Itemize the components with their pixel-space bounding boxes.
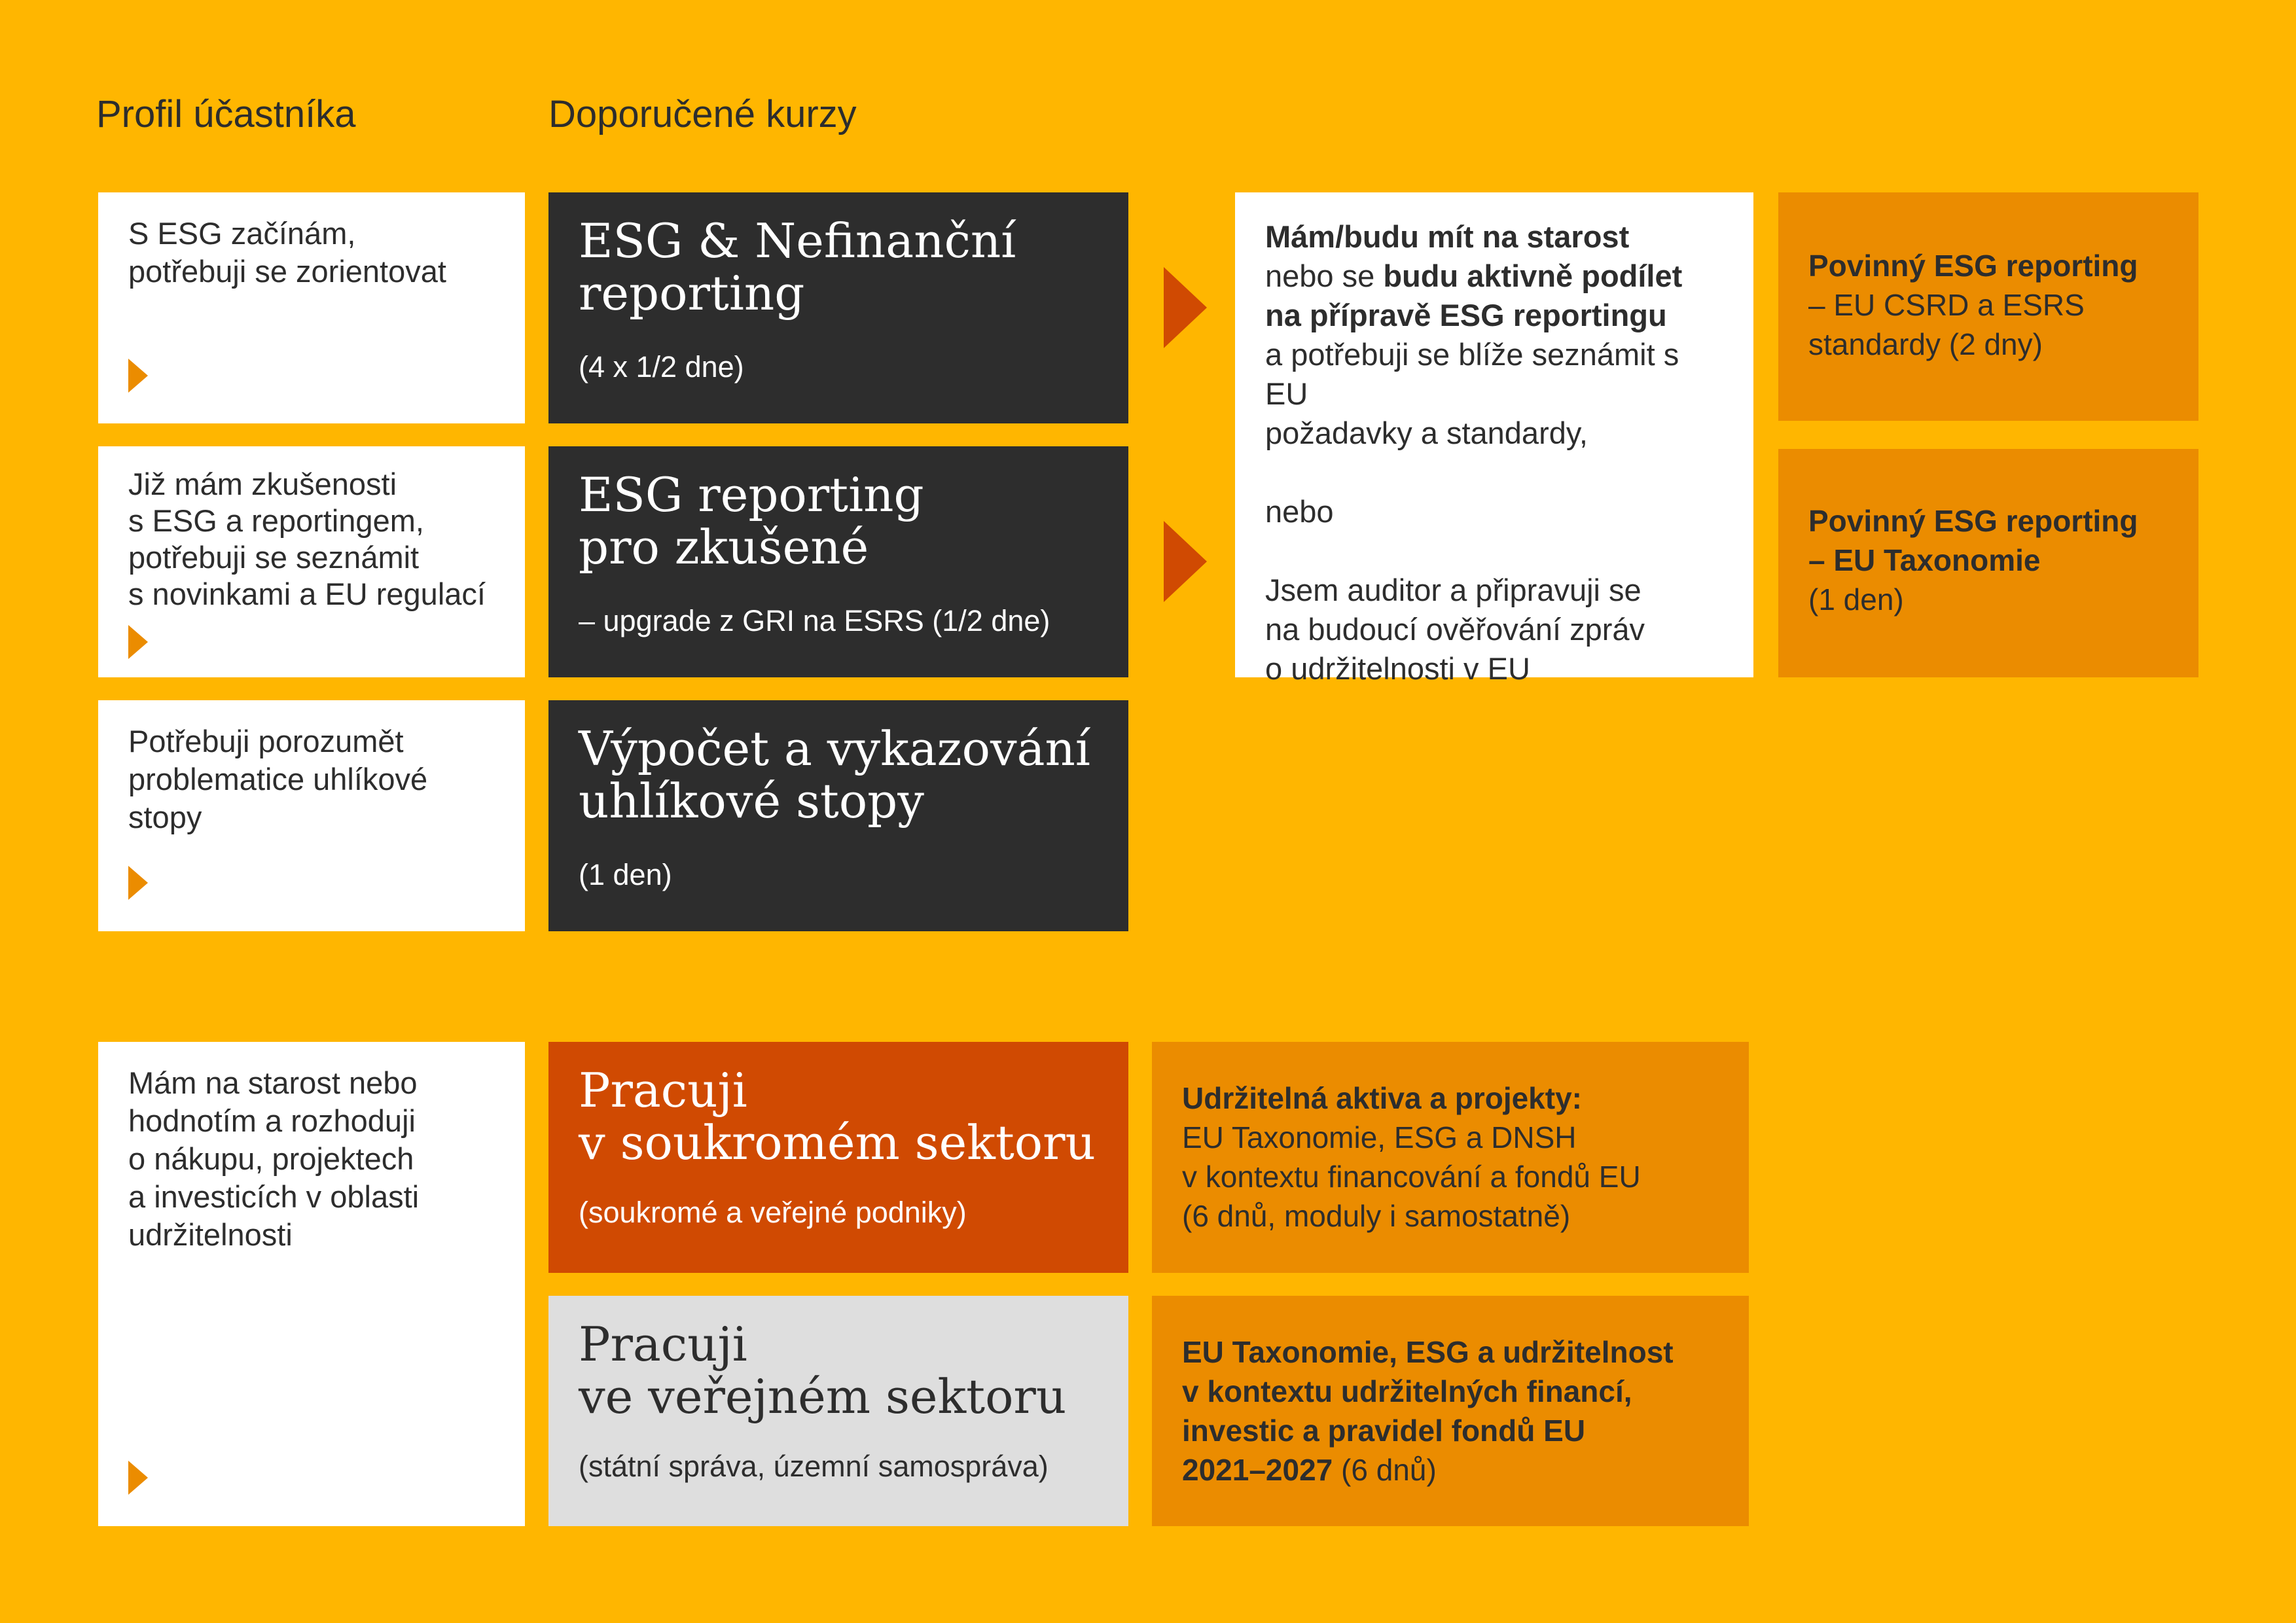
outcome-title-2: – EU Taxonomie	[1808, 543, 2041, 577]
profile-text: S ESG začínám, potřebuji se zorientovat	[128, 216, 446, 289]
profile-text: Mám na starost nebo hodnotím a rozhoduji o nákupu, projektech a investicích v oblasti udržitelnosti	[128, 1065, 420, 1252]
outcome-line: (1 den)	[1808, 582, 1904, 616]
course-title: Pracuji ve veřejném sektoru	[579, 1317, 1067, 1424]
course-title: ESG & Nefinanční reporting	[579, 213, 1016, 321]
middle-line-8: na budoucí ověřování zpráv	[1265, 612, 1645, 647]
outcome-title: Povinný ESG reporting	[1808, 249, 2138, 283]
outcome-duration: (6 dnů)	[1333, 1453, 1437, 1487]
course-title: Pracuji v soukromém sektoru	[579, 1063, 1096, 1170]
course-esg-nonfinancial-reporting[interactable]	[548, 192, 1128, 423]
outcome-title-3: investic a pravidel fondů EU	[1182, 1414, 1586, 1448]
arrow-right-icon	[1164, 521, 1207, 602]
outcome-title: EU Taxonomie, ESG a udržitelnost	[1182, 1335, 1674, 1369]
middle-line-1: Mám/budu mít na starost	[1265, 219, 1630, 254]
profile-text: Potřebuji porozumět problematice uhlíkové stopy	[128, 724, 428, 834]
arrow-right-icon	[128, 1461, 148, 1495]
outcome-taxonomy-public-finance[interactable]	[1152, 1296, 1749, 1526]
course-subtitle: – upgrade z GRI na ESRS (1/2 dne)	[579, 604, 1050, 637]
arrow-right-icon	[128, 359, 148, 393]
outcome-title: Udržitelná aktiva a projekty:	[1182, 1081, 1582, 1115]
outcome-line: – EU CSRD a ESRS	[1808, 288, 2085, 322]
course-title: Výpočet a vykazování uhlíkové stopy	[579, 721, 1090, 829]
middle-line-4: a potřebuji se blíže seznámit s EU	[1265, 337, 1679, 411]
outcome-eu-taxonomy[interactable]	[1778, 449, 2198, 677]
middle-line-9: o udržitelnosti v EU	[1265, 651, 1530, 686]
course-esg-reporting-experienced[interactable]	[548, 446, 1128, 677]
middle-line-3: na přípravě ESG reportingu	[1265, 298, 1667, 332]
course-subtitle: (soukromé a veřejné podniky)	[579, 1196, 967, 1229]
header-courses: Doporučené kurzy	[548, 93, 857, 135]
profile-text: Již mám zkušenosti s ESG a reportingem, potřebuji se seznámit s novinkami a EU regulací	[128, 467, 486, 611]
course-subtitle: (státní správa, územní samospráva)	[579, 1450, 1049, 1483]
profile-box-beginner	[98, 192, 525, 423]
profile-box-carbon	[98, 700, 525, 931]
header-profile: Profil účastníka	[96, 93, 356, 135]
profile-box-sustainability	[98, 1042, 525, 1526]
arrow-right-icon	[128, 866, 148, 900]
outcome-line: EU Taxonomie, ESG a DNSH	[1182, 1120, 1577, 1154]
middle-line-2a: nebo se	[1265, 259, 1384, 293]
outcome-title: Povinný ESG reporting	[1808, 504, 2138, 538]
profile-box-experienced	[98, 446, 525, 677]
outcome-line: (6 dnů, moduly i samostatně)	[1182, 1199, 1571, 1233]
outcome-sustainable-assets[interactable]	[1152, 1042, 1749, 1273]
course-subtitle: (1 den)	[579, 858, 672, 891]
arrow-right-icon	[1164, 267, 1207, 348]
arrow-right-icon	[128, 625, 148, 659]
course-private-sector[interactable]	[548, 1042, 1128, 1273]
middle-line-2b: budu aktivně podílet	[1383, 259, 1683, 293]
outcome-line: v kontextu financování a fondů EU	[1182, 1160, 1641, 1194]
course-public-sector[interactable]	[548, 1296, 1128, 1526]
outcome-line: standardy (2 dny)	[1808, 327, 2043, 361]
course-title: ESG reporting pro zkušené	[579, 467, 924, 575]
middle-line-or: nebo	[1265, 494, 1334, 529]
middle-line-5: požadavky a standardy,	[1265, 416, 1588, 450]
course-subtitle: (4 x 1/2 dne)	[579, 350, 744, 383]
middle-line-7: Jsem auditor a připravuji se	[1265, 573, 1641, 607]
course-carbon-footprint[interactable]	[548, 700, 1128, 931]
outcome-csrd-esrs[interactable]	[1778, 192, 2198, 421]
outcome-title-2: v kontextu udržitelných financí,	[1182, 1374, 1632, 1408]
outcome-title-4: 2021–2027	[1182, 1453, 1333, 1487]
reporting-responsibility-box	[1235, 192, 1753, 686]
